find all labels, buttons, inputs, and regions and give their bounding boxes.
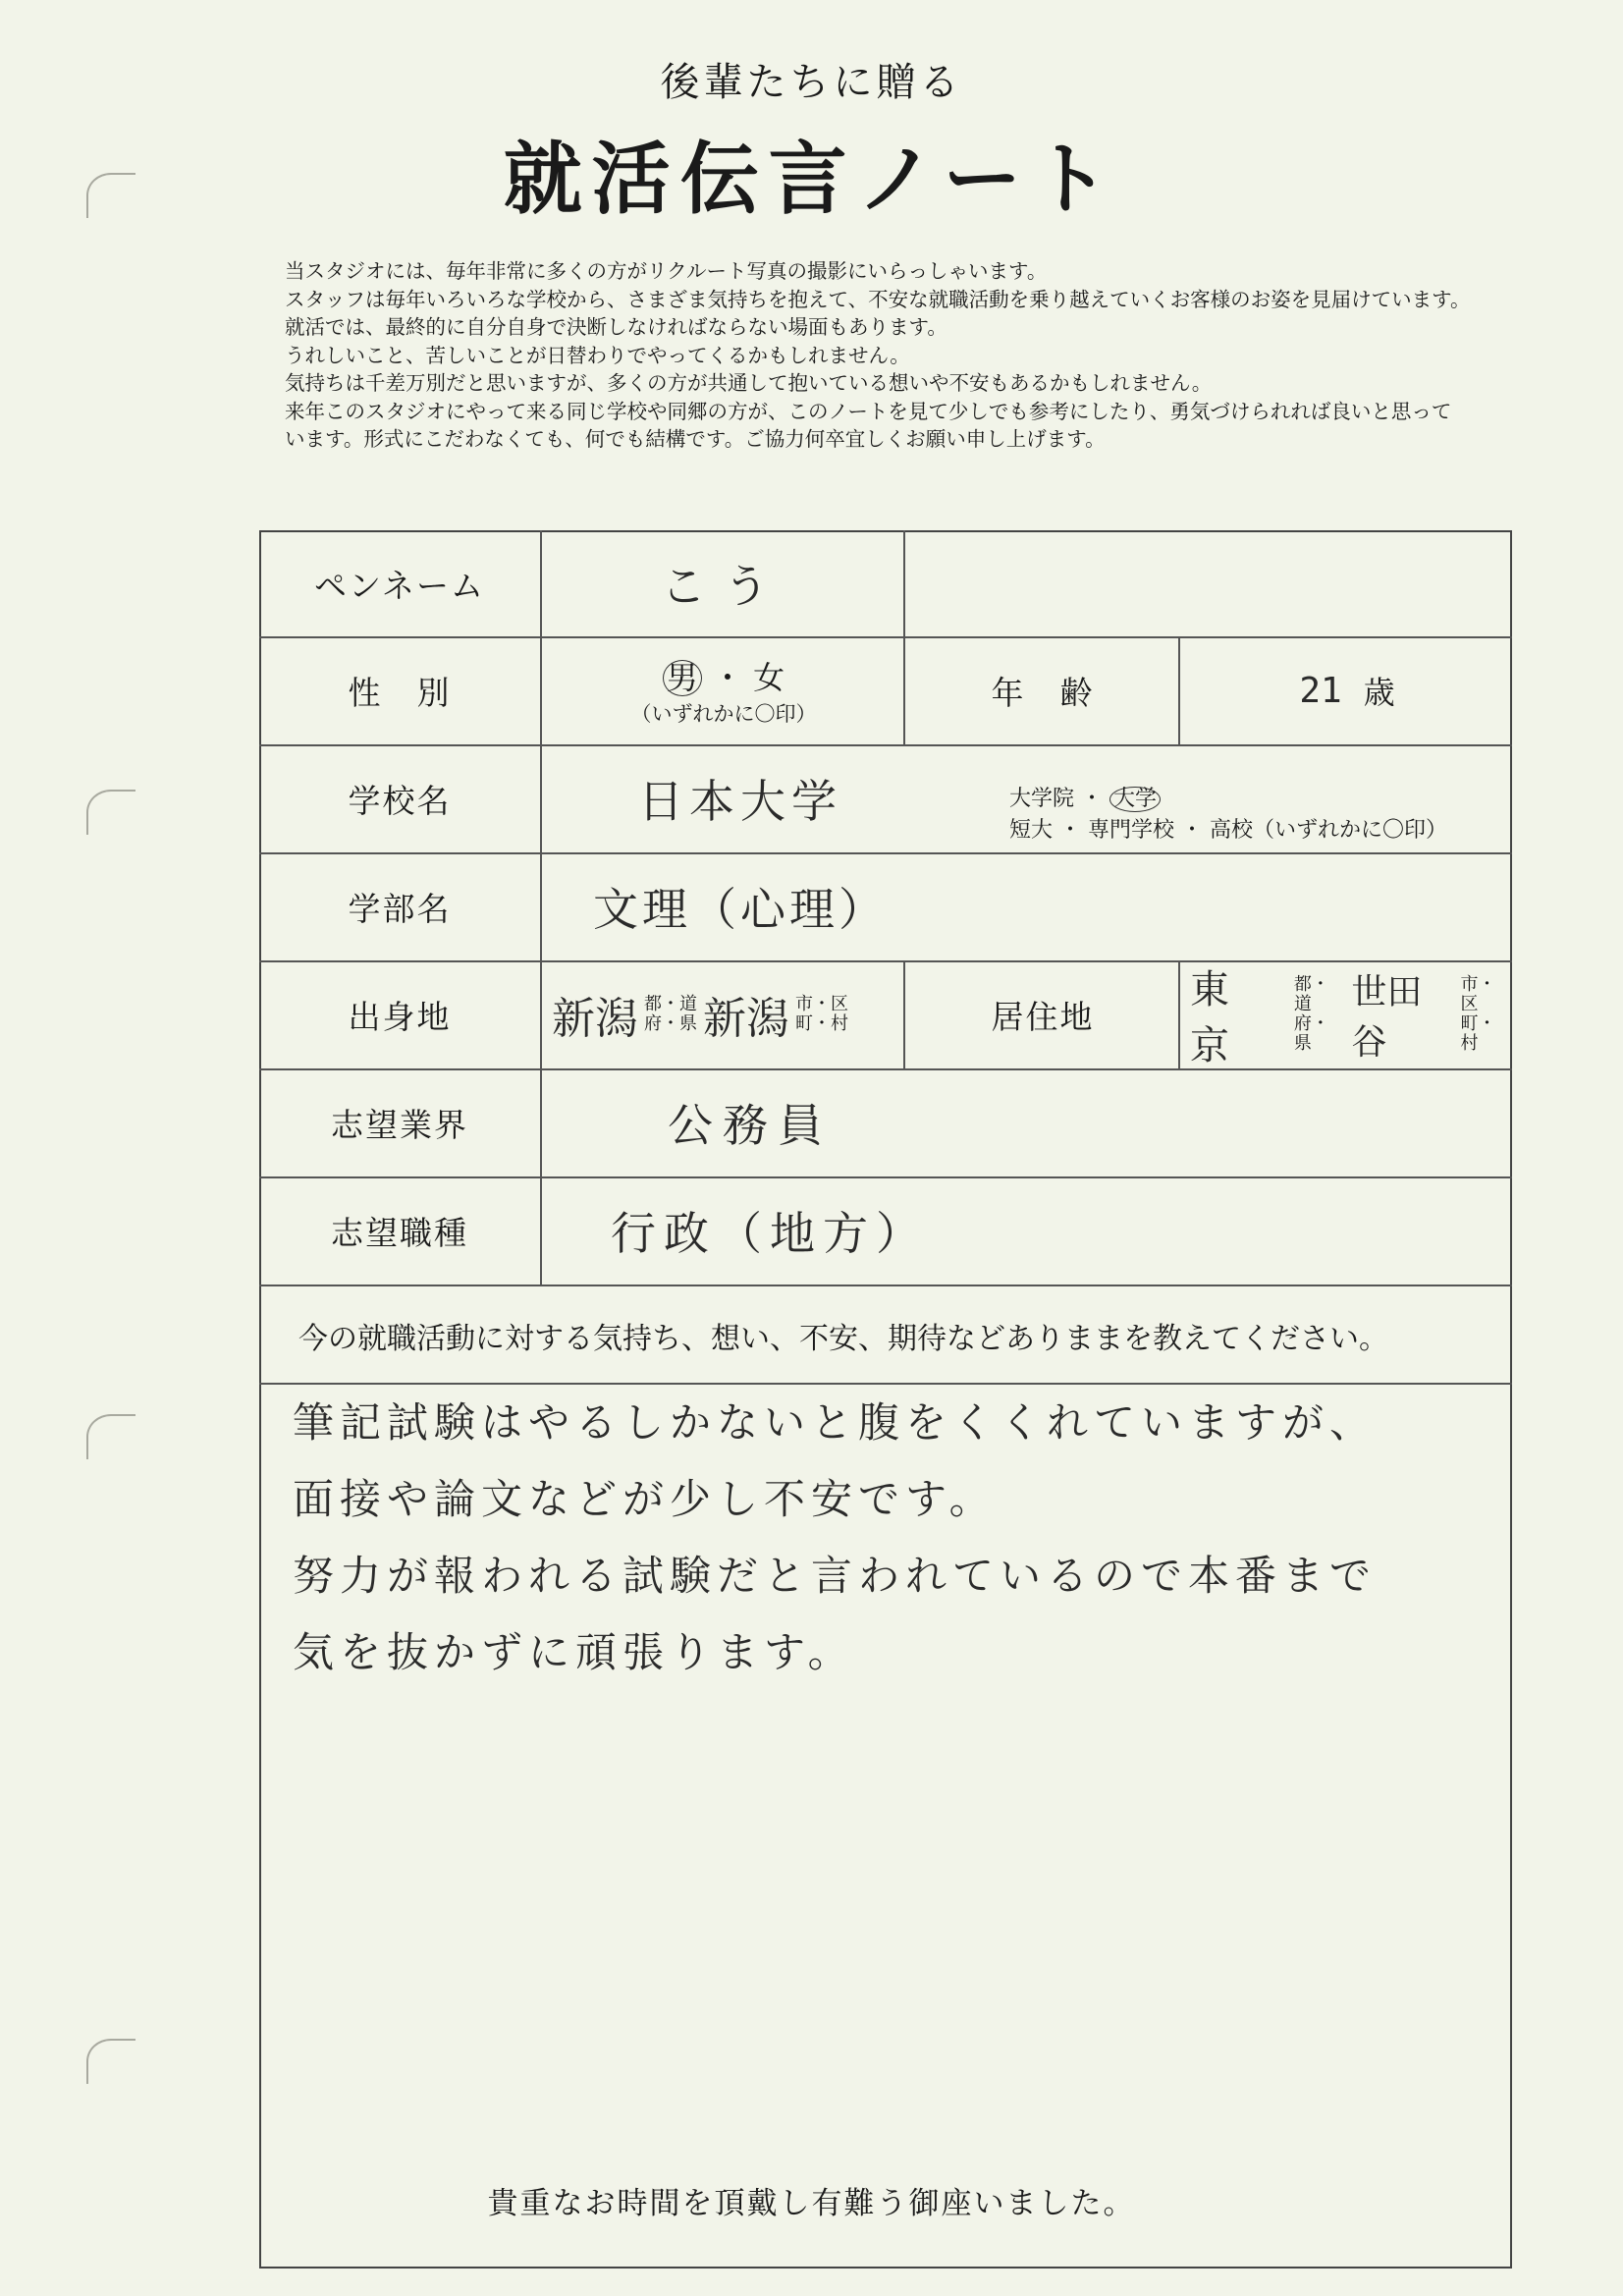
answer-text	[293, 1385, 1377, 1691]
gender-label: 性 別	[348, 673, 452, 712]
column-divider	[540, 530, 542, 1285]
page-title: 就活伝言ノート	[503, 134, 1120, 225]
hometown-field	[544, 960, 903, 1068]
city-suffix-bottom: 町・村	[1460, 1013, 1496, 1054]
column-divider	[1178, 960, 1180, 1068]
pref-suffix-bottom: 府・県	[644, 1013, 697, 1034]
hometown-city: 新潟	[703, 994, 789, 1044]
questionnaire-form	[259, 530, 1512, 2269]
intro-line: 気持ちは千差万別だと思いますが、多くの方が共通して抱いている想いや不安もあるかもしれません。	[285, 371, 1213, 395]
intro-text	[285, 257, 1620, 454]
city-suffix-top: 市・区	[1460, 974, 1496, 1014]
school-option-separator: ・	[1081, 787, 1104, 811]
age-unit: 歳	[1363, 674, 1395, 711]
pref-suffix-bottom: 府・県	[1293, 1013, 1329, 1054]
pref-suffix-top: 都・道	[644, 994, 697, 1014]
punch-hole	[86, 2039, 135, 2084]
hometown-prefecture: 新潟	[552, 994, 638, 1044]
answer-line: 気を抜かずに頑張ります。	[293, 1628, 855, 1676]
school-type-options	[1009, 784, 1447, 847]
residence-pref-suffix	[1294, 975, 1346, 1054]
punch-hole	[86, 1414, 135, 1459]
city-suffix-bottom: 町・村	[795, 1013, 848, 1034]
intro-line: 来年このスタジオにやって来る同じ学校や同郷の方が、このノートを見て少しでも参考にしたり、勇気づけられれば良いと思って	[285, 399, 1452, 423]
column-divider	[903, 530, 905, 744]
punch-hole	[86, 790, 135, 835]
job-value: 行政（地方）	[611, 1207, 929, 1260]
job-label: 志望職種	[331, 1213, 468, 1252]
residence-field	[1182, 960, 1512, 1068]
intro-line: います。形式にこだわなくても、何でも結構です。ご協力何卒宜しくお願い申し上げます。	[285, 427, 1106, 451]
faculty-value: 文理（心理）	[593, 883, 888, 936]
residence-prefecture: 東京	[1190, 967, 1229, 1068]
hometown-label: 出身地	[348, 997, 452, 1036]
school-option-graduate[interactable]: 大学院	[1009, 787, 1075, 811]
city-suffix-top: 市・区	[795, 994, 848, 1014]
school-label: 学校名	[348, 781, 452, 820]
school-option-university[interactable]: 大学	[1109, 787, 1161, 812]
residence-label: 居住地	[991, 997, 1095, 1036]
pen-name-label: ペンネーム	[313, 566, 485, 605]
column-divider	[903, 960, 905, 1068]
gender-option-female[interactable]: 女	[753, 659, 785, 696]
hometown-pref-suffix	[644, 995, 697, 1034]
intro-line: 当スタジオには、毎年非常に多くの方がリクルート写真の撮影にいらっしゃいます。	[285, 259, 1048, 283]
gender-separator: ・	[711, 659, 743, 696]
faculty-label: 学部名	[348, 889, 452, 928]
pref-suffix-top: 都・道	[1293, 974, 1329, 1014]
intro-line: スタッフは毎年いろいろな学校から、さまざま気持ちを抱えて、不安な就職活動を乗り越えていくお客様のお姿を見届けています。	[285, 287, 1471, 311]
gender-note: （いずれかに〇印）	[630, 702, 817, 726]
age-field	[1182, 636, 1512, 744]
gender-options	[544, 636, 903, 744]
gender-option-male[interactable]: 男	[663, 660, 702, 696]
intro-line: うれしいこと、苦しいことが日替わりでやってくるかもしれません。	[285, 343, 910, 367]
pen-name-value: こう	[661, 560, 786, 613]
residence-city: 世田谷	[1351, 972, 1423, 1063]
column-divider	[1178, 636, 1180, 744]
industry-value: 公務員	[668, 1099, 833, 1152]
row-divider	[259, 1285, 1512, 1286]
age-label: 年 齢	[991, 673, 1095, 712]
footer-thanks: 貴重なお時間を頂戴し有難う御座いました。	[487, 2186, 1136, 2221]
age-value: 21	[1299, 670, 1342, 711]
hometown-city-suffix	[795, 995, 848, 1034]
school-option-others: 短大 ・ 専門学校 ・ 高校（いずれかに〇印）	[1009, 818, 1447, 843]
school-value: 日本大学	[638, 775, 842, 828]
intro-line: 就活では、最終的に自分自身で決断しなければならない場面もあります。	[285, 315, 947, 339]
answer-line: 努力が報われる試験だと言われているので本番まで	[293, 1552, 1378, 1600]
industry-label: 志望業界	[331, 1105, 468, 1144]
page-subtitle: 後輩たちに贈る	[660, 60, 963, 105]
answer-line: 面接や論文などが少し不安です。	[293, 1475, 997, 1523]
residence-city-suffix	[1460, 975, 1512, 1054]
answer-line: 筆記試験はやるしかないと腹をくくれていますが、	[293, 1398, 1378, 1447]
question-prompt: 今の就職活動に対する気持ち、想い、不安、期待などありままを教えてください。	[298, 1322, 1388, 1356]
